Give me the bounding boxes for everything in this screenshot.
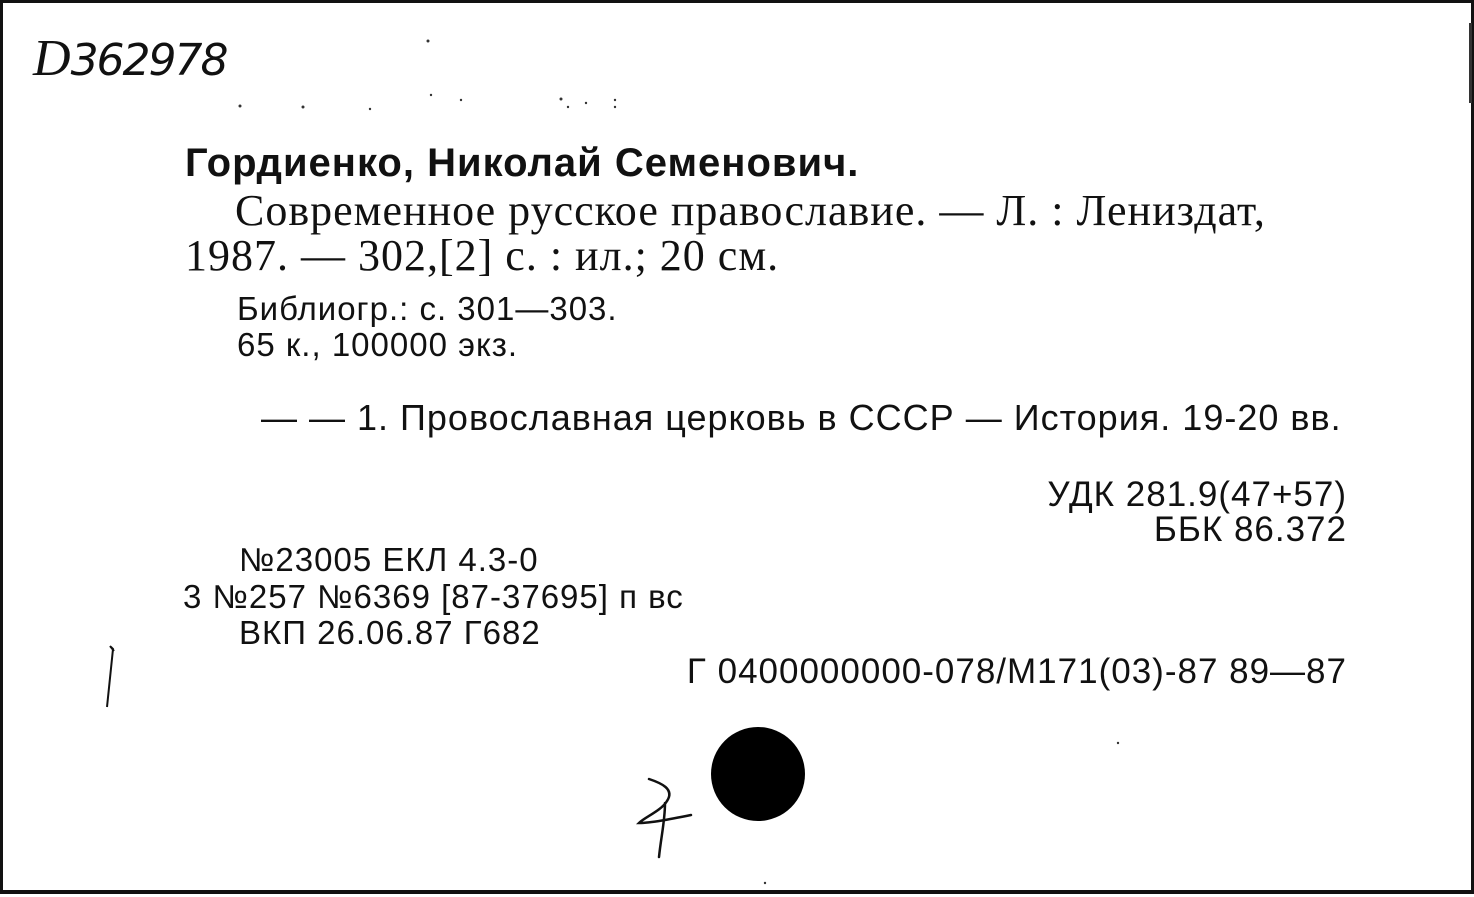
call-number-value: 362978 [70, 35, 227, 86]
subject-heading: — — 1. Провославная церковь в СССР — История. 19-20 вв. [261, 397, 1342, 438]
title-statement: Современное русское православие. — Л. : Лениздат, [235, 186, 1266, 235]
bibliography-note: Библиогр.: с. 301—303. [237, 290, 618, 327]
author-heading: Гордиенко, Николай Семенович. [185, 141, 860, 185]
punch-hole-mark [711, 727, 805, 821]
publisher-code-line: Г 0400000000-078/М171(03)-87 89—87 [686, 652, 1347, 691]
price-print-run-note: 65 к., 100000 экз. [237, 326, 519, 363]
udk-classification: УДК 281.9(47+57) [1047, 475, 1347, 514]
publication-details: 1987. — 302,[2] с. : ил.; 20 см. [185, 231, 780, 280]
handwritten-mark-icon [631, 773, 711, 863]
technical-line: №23005 ЕКЛ 4.3-0 [239, 541, 539, 578]
bbk-classification: ББК 86.372 [1153, 510, 1347, 549]
pencil-mark-icon [99, 643, 119, 713]
technical-line: 3 №257 №6369 [87-37695] п вс [183, 578, 684, 615]
technical-line: ВКП 26.06.87 Г682 [239, 614, 541, 651]
call-number-prefix: D [33, 30, 69, 87]
call-number [33, 30, 227, 87]
